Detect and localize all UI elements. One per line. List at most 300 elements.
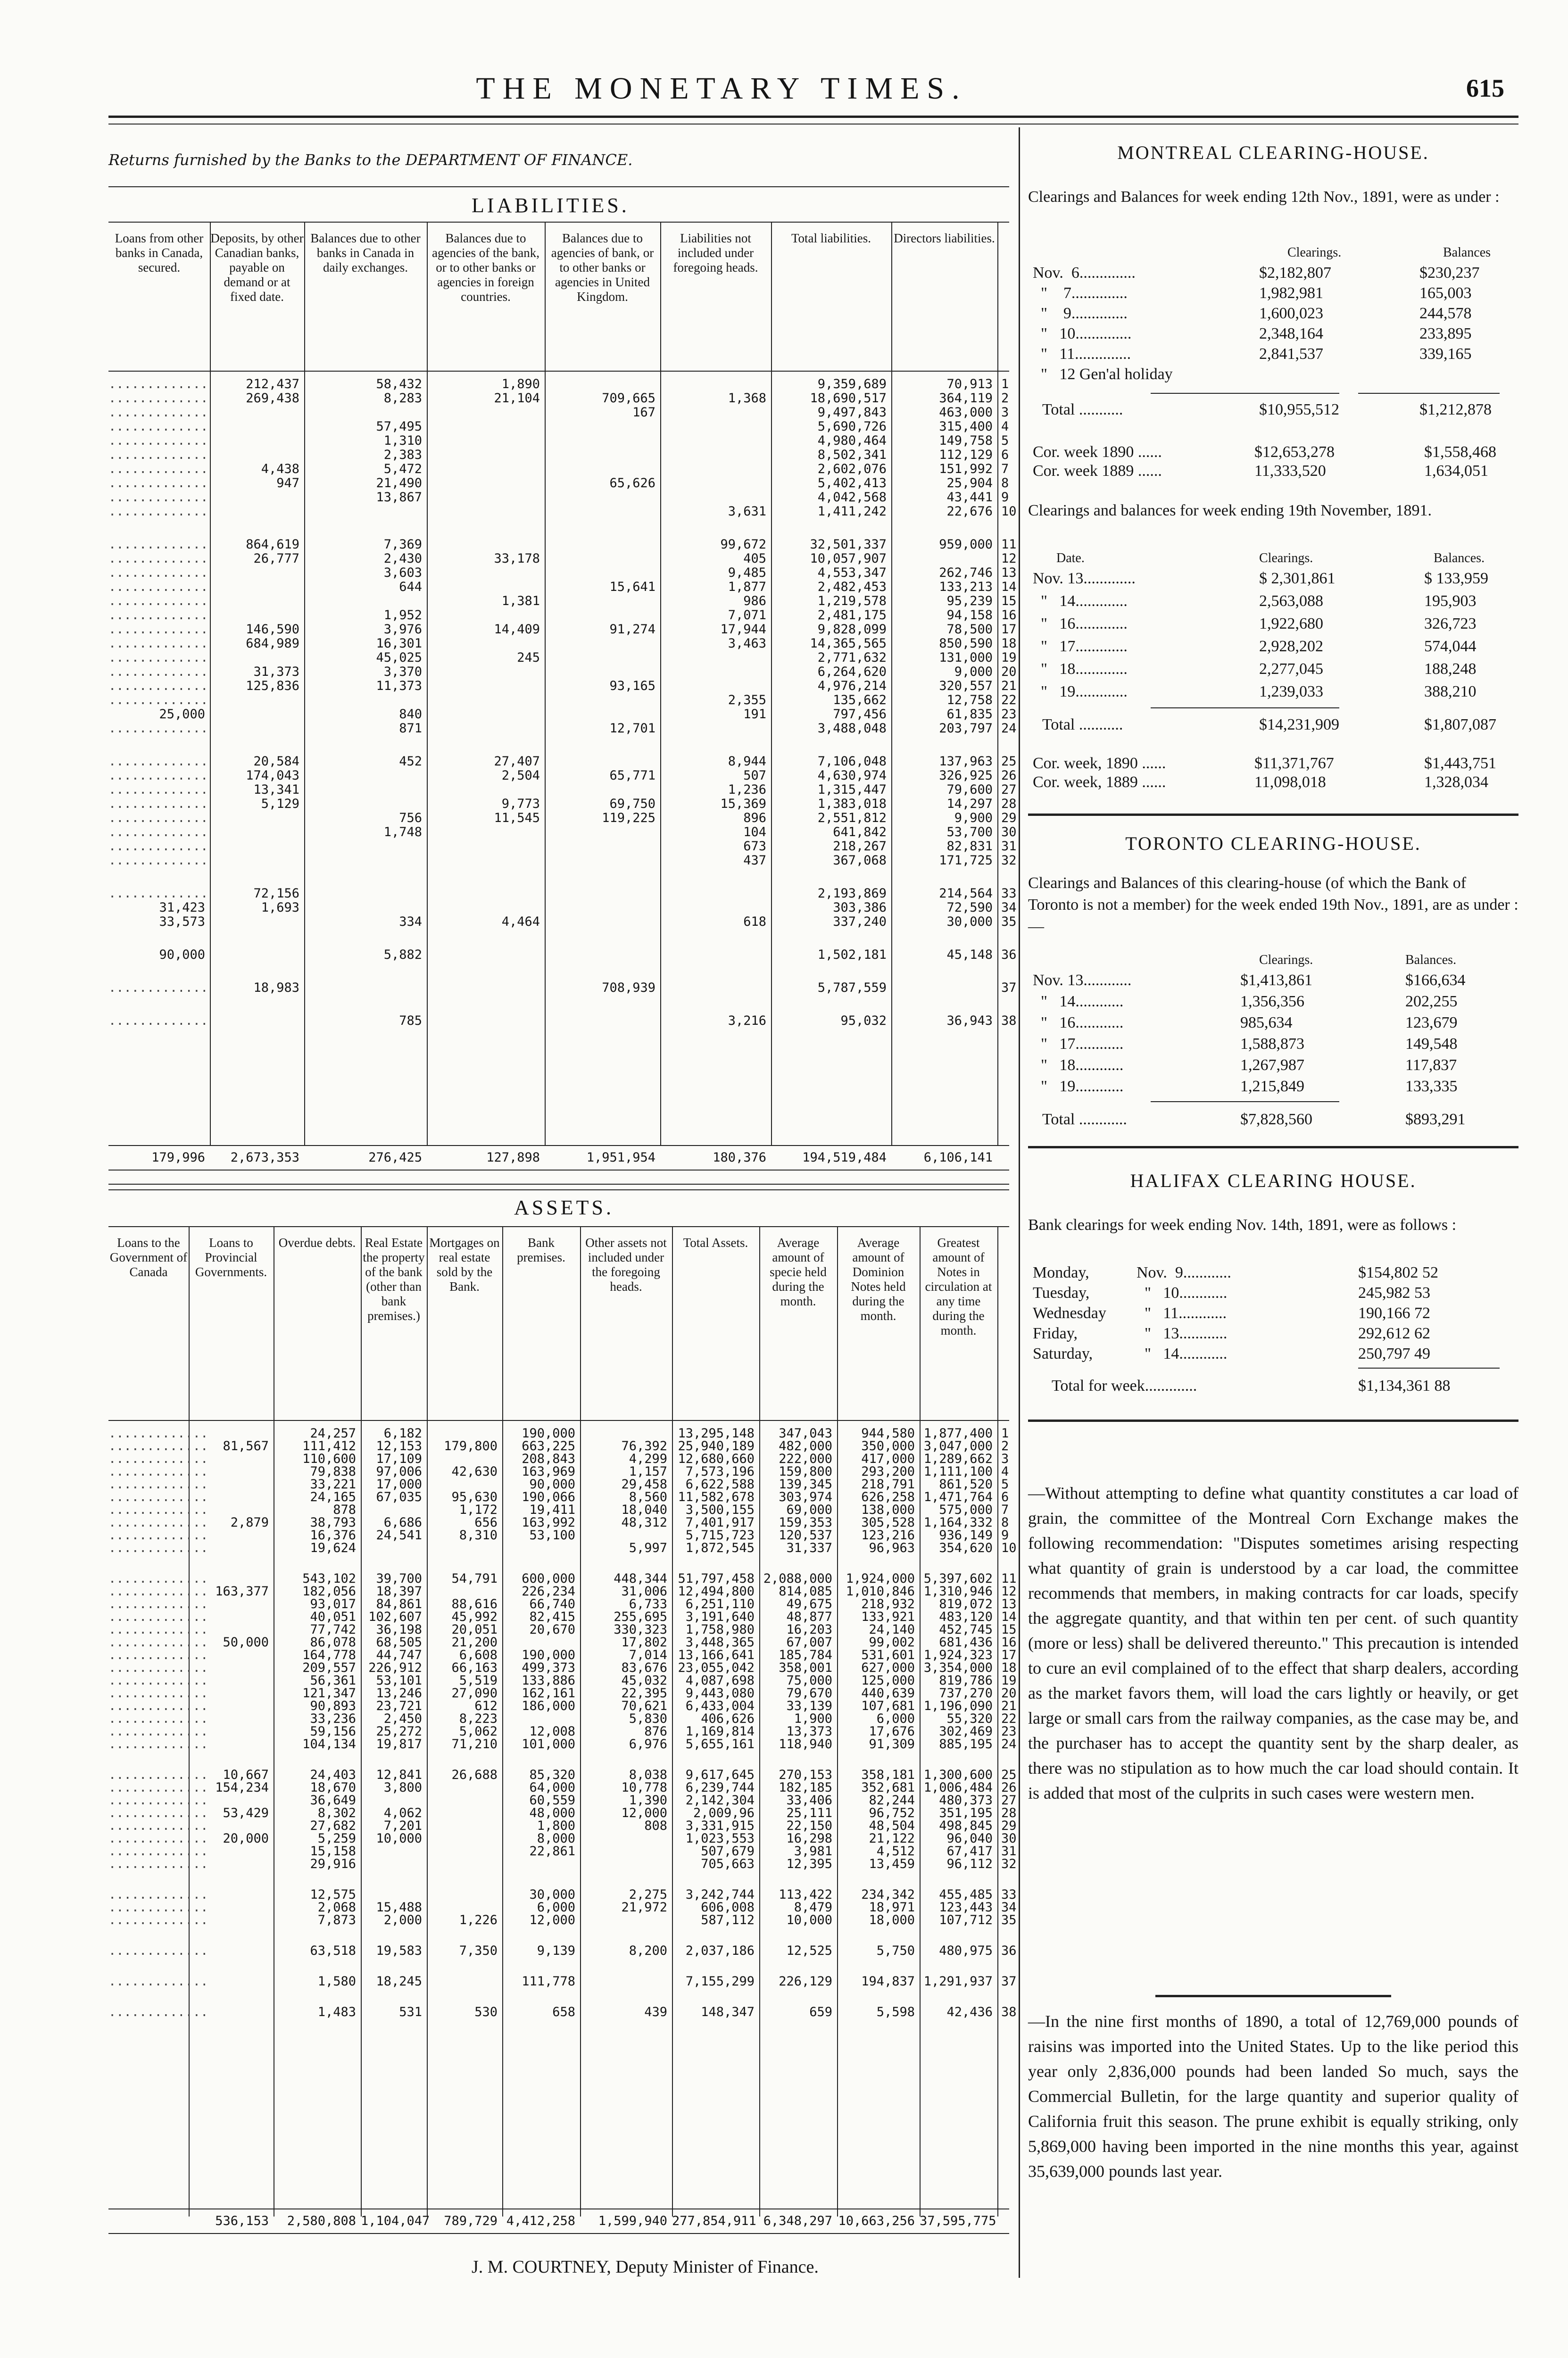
liab-cell: ............. bbox=[108, 754, 208, 769]
page-title: THE MONETARY TIMES. bbox=[476, 71, 967, 106]
halifax-end-rule bbox=[1028, 1420, 1518, 1422]
liab-cell: ............. bbox=[108, 565, 208, 580]
liab-cell: 1,748 bbox=[383, 825, 422, 839]
liab-col-head-1: Loans from other banks in Canada, secured. bbox=[115, 231, 204, 274]
liab-cell: 320,557 bbox=[939, 679, 993, 693]
liab-cell: 756 bbox=[399, 811, 422, 825]
liab-cell: 191 bbox=[743, 707, 766, 722]
liab-cell: ............. bbox=[108, 608, 208, 623]
montreal2-row bbox=[1033, 615, 1518, 635]
asset-cell: 7,014 bbox=[629, 1648, 667, 1662]
halifax-cell: Wednesday bbox=[1033, 1304, 1106, 1322]
montreal-intro2: Clearings and balances for week ending 19th November, 1891. bbox=[1028, 502, 1432, 519]
montreal2-cell: 2,277,045 bbox=[1259, 660, 1323, 678]
asset-cell: 406,626 bbox=[701, 1711, 755, 1726]
liab-cell: 214,564 bbox=[939, 886, 993, 901]
asset-total-cell: 536,153 bbox=[215, 2214, 269, 2228]
asset-cell: 2,037,186 bbox=[685, 1943, 755, 1958]
asset-cell: 1,111,100 bbox=[923, 1464, 993, 1479]
asset-cell: 21,200 bbox=[451, 1635, 498, 1650]
asset-cell: 84,861 bbox=[376, 1597, 422, 1611]
montreal-row bbox=[1033, 325, 1518, 345]
asset-cell: 79,838 bbox=[310, 1464, 356, 1479]
liab-cell: 850,590 bbox=[939, 636, 993, 651]
toronto-title: TORONTO CLEARING-HOUSE. bbox=[1125, 833, 1421, 854]
asset-cell: 18,245 bbox=[376, 1974, 422, 1989]
asset-cell: 83,676 bbox=[621, 1661, 667, 1675]
asset-body-rule bbox=[108, 1420, 1009, 1421]
asset-cell: 15,488 bbox=[376, 1900, 422, 1915]
asset-cell: 226,129 bbox=[779, 1974, 832, 1989]
liab-cell: 13,341 bbox=[253, 782, 299, 797]
liab-cell: 9,359,689 bbox=[817, 377, 887, 391]
liab-cell: 43,441 bbox=[946, 490, 993, 505]
liab-col-line bbox=[660, 222, 661, 1146]
liab-cell: 45,025 bbox=[376, 650, 422, 665]
liab-cell: 9,900 bbox=[954, 811, 993, 825]
montreal-total2-cell: $14,231,909 bbox=[1259, 716, 1339, 733]
halifax-sum-rule bbox=[1358, 1368, 1500, 1369]
asset-cell: 6,733 bbox=[629, 1597, 667, 1611]
liab-cell: ............. bbox=[108, 853, 208, 868]
toronto-row bbox=[1033, 993, 1518, 1013]
asset-cell: 12,841 bbox=[376, 1768, 422, 1782]
asset-row-number: 27 bbox=[1001, 1793, 1017, 1808]
liab-cell: 13,867 bbox=[376, 490, 422, 505]
liab-row-number: 10 bbox=[1001, 504, 1017, 519]
liab-row-number: 27 bbox=[1001, 782, 1017, 797]
liab-cell: ............. bbox=[108, 693, 208, 707]
asset-cell: 190,066 bbox=[522, 1490, 575, 1504]
liab-cell: 1,502,181 bbox=[817, 947, 887, 962]
liab-cell: 10,057,907 bbox=[810, 551, 887, 566]
liab-cell: 6,264,620 bbox=[817, 664, 887, 679]
asset-cell: 16,376 bbox=[310, 1528, 356, 1543]
asset-row-number: 8 bbox=[1001, 1515, 1009, 1530]
asset-cell: 1,758,980 bbox=[685, 1622, 755, 1637]
montreal-cell: " 7.............. bbox=[1033, 284, 1128, 302]
liab-cell: 641,842 bbox=[833, 825, 887, 839]
asset-cell: 531 bbox=[399, 2005, 422, 2019]
liab-cell: 78,500 bbox=[946, 622, 993, 637]
liab-cell: 4,630,974 bbox=[817, 768, 887, 783]
asset-col-head-6: Bank premises. bbox=[517, 1236, 565, 1264]
asset-cell: 18,670 bbox=[310, 1780, 356, 1795]
asset-cell: 107,712 bbox=[939, 1913, 993, 1927]
toronto-cell: " 17............ bbox=[1033, 1035, 1124, 1053]
asset-cell: 64,000 bbox=[529, 1780, 575, 1795]
column-divider bbox=[1019, 127, 1020, 2278]
asset-cell: 194,837 bbox=[861, 1974, 915, 1989]
liab-cell: 1,236 bbox=[728, 782, 766, 797]
liab-cell: 53,700 bbox=[946, 825, 993, 839]
asset-cell: 107,681 bbox=[861, 1699, 915, 1713]
liab-cell: 864,619 bbox=[246, 537, 299, 552]
liab-cell: 21,490 bbox=[376, 476, 422, 490]
asset-cell: 4,087,698 bbox=[685, 1673, 755, 1688]
asset-cell: 60,559 bbox=[529, 1793, 575, 1808]
liab-cell: 61,835 bbox=[946, 707, 993, 722]
liab-cell: 25,000 bbox=[159, 707, 205, 722]
asset-cell: 5,655,161 bbox=[685, 1737, 755, 1752]
asset-cell: 417,000 bbox=[861, 1452, 915, 1466]
liab-cell: 11,545 bbox=[494, 811, 540, 825]
asset-cell: 23,721 bbox=[376, 1699, 422, 1713]
asset-total-cell: 10,663,256 bbox=[838, 2214, 915, 2228]
liab-cell: 7,071 bbox=[728, 608, 766, 623]
asset-cell: 9,443,080 bbox=[685, 1686, 755, 1701]
asset-cell: 51,797,458 bbox=[678, 1571, 755, 1586]
liab-cell: 871 bbox=[399, 721, 422, 736]
asset-cell: 819,072 bbox=[939, 1597, 993, 1611]
asset-cell: 255,695 bbox=[614, 1610, 667, 1624]
toronto-total-cell: $7,828,560 bbox=[1240, 1111, 1312, 1128]
asset-cell: 96,963 bbox=[869, 1541, 915, 1555]
halifax-cell: Monday, bbox=[1033, 1264, 1089, 1281]
asset-cell: 133,921 bbox=[861, 1610, 915, 1624]
asset-cell: 1,291,937 bbox=[923, 1974, 993, 1989]
liab-cell: 12,701 bbox=[609, 721, 655, 736]
asset-row-number: 4 bbox=[1001, 1464, 1009, 1479]
asset-cell: 7,350 bbox=[459, 1943, 498, 1958]
asset-cell: 1,169,814 bbox=[685, 1724, 755, 1739]
asset-cell: 24,541 bbox=[376, 1528, 422, 1543]
asset-cell: 234,342 bbox=[861, 1887, 915, 1902]
asset-cell: 483,120 bbox=[939, 1610, 993, 1624]
asset-cell: 1,164,332 bbox=[923, 1515, 993, 1530]
liab-cell: ............. bbox=[108, 679, 208, 693]
halifax-total-cell: $1,134,361 88 bbox=[1358, 1377, 1451, 1395]
asset-row-number: 25 bbox=[1001, 1768, 1017, 1782]
montreal2-cell: $ 2,301,861 bbox=[1259, 570, 1336, 587]
liab-cell: 26,777 bbox=[253, 551, 299, 566]
asset-cell: 737,270 bbox=[939, 1686, 993, 1701]
toronto-end-rule bbox=[1028, 1146, 1518, 1148]
asset-row-number: 21 bbox=[1001, 1699, 1017, 1713]
liab-cell: 5,472 bbox=[383, 462, 422, 476]
asset-cell: 808 bbox=[644, 1818, 667, 1833]
halifax-total-row bbox=[1033, 1377, 1518, 1397]
liab-cell: 4,438 bbox=[261, 462, 299, 476]
montreal-cell: Nov. 6.............. bbox=[1033, 264, 1136, 282]
asset-cell: 209,557 bbox=[302, 1661, 356, 1675]
liab-body-rule bbox=[108, 371, 1009, 372]
toronto-cell: " 19............ bbox=[1033, 1078, 1124, 1095]
asset-cell: 12,575 bbox=[310, 1887, 356, 1902]
halifax-cell: 292,612 62 bbox=[1358, 1325, 1430, 1342]
asset-cell: ............. bbox=[108, 1806, 208, 1820]
asset-cell: 1,226 bbox=[459, 1913, 498, 1927]
asset-row-number: 18 bbox=[1001, 1661, 1017, 1675]
halifax-cell: " 13............ bbox=[1137, 1325, 1228, 1342]
asset-cell: ............. bbox=[108, 1857, 208, 1871]
asset-cell: 3,331,915 bbox=[685, 1818, 755, 1833]
asset-cell: 71,210 bbox=[451, 1737, 498, 1752]
asset-cell: 179,800 bbox=[444, 1439, 498, 1453]
liab-cell: 14,409 bbox=[494, 622, 540, 637]
montreal-cor2-row bbox=[1033, 773, 1518, 793]
asset-cell: 218,932 bbox=[861, 1597, 915, 1611]
montreal-sum-rule3 bbox=[1151, 707, 1339, 708]
asset-cell: 12,525 bbox=[786, 1943, 832, 1958]
asset-cell: 2,068 bbox=[317, 1900, 356, 1915]
asset-cell: 19,411 bbox=[529, 1503, 575, 1517]
asset-cell: 12,008 bbox=[529, 1724, 575, 1739]
halifax-row bbox=[1033, 1264, 1518, 1284]
liab-cell: 947 bbox=[276, 476, 299, 490]
asset-cell: 218,791 bbox=[861, 1477, 915, 1492]
liab-cell: 1,310 bbox=[383, 433, 422, 448]
liab-row-number: 25 bbox=[1001, 754, 1017, 769]
montreal-cell: " 9.............. bbox=[1033, 305, 1128, 322]
asset-cell: 681,436 bbox=[939, 1635, 993, 1650]
asset-cell: 814,085 bbox=[779, 1584, 832, 1599]
asset-cell: 8,038 bbox=[629, 1768, 667, 1782]
liab-cell: 36,943 bbox=[946, 1013, 993, 1028]
liab-cell: ............. bbox=[108, 797, 208, 811]
asset-cell: 1,023,553 bbox=[685, 1831, 755, 1846]
liab-cell: 364,119 bbox=[939, 391, 993, 406]
liab-row-number: 5 bbox=[1001, 433, 1009, 448]
asset-row-number: 19 bbox=[1001, 1673, 1017, 1688]
asset-cell: ............. bbox=[108, 1622, 208, 1637]
montreal-row bbox=[1033, 305, 1518, 324]
montreal-total2-cell: Total ........... bbox=[1042, 716, 1123, 733]
asset-cell: 21,122 bbox=[869, 1831, 915, 1846]
running-head bbox=[108, 71, 1523, 118]
liab-cell: ............. bbox=[108, 490, 208, 505]
liab-row-number: 34 bbox=[1001, 900, 1017, 915]
asset-cell: 123,216 bbox=[861, 1528, 915, 1543]
asset-cell: 8,302 bbox=[317, 1806, 356, 1820]
liab-cell: 452 bbox=[399, 754, 422, 769]
liab-cell: 125,836 bbox=[246, 679, 299, 693]
liab-cell: 959,000 bbox=[939, 537, 993, 552]
asset-col-head-2: Loans to Provincial Governments. bbox=[195, 1236, 267, 1279]
asset-col-line bbox=[997, 1226, 998, 2217]
asset-cell: 1,010,846 bbox=[846, 1584, 915, 1599]
asset-cell: 705,663 bbox=[701, 1857, 755, 1871]
asset-row-number: 36 bbox=[1001, 1943, 1017, 1958]
liab-cell: 4,976,214 bbox=[817, 679, 887, 693]
asset-cell: ............. bbox=[108, 1974, 208, 1989]
asset-cell: 56,361 bbox=[310, 1673, 356, 1688]
asset-cell: 53,101 bbox=[376, 1673, 422, 1688]
toronto-cell: 1,215,849 bbox=[1240, 1078, 1304, 1095]
liab-cell: 69,750 bbox=[609, 797, 655, 811]
asset-cell: 31,006 bbox=[621, 1584, 667, 1599]
asset-cell: 819,786 bbox=[939, 1673, 993, 1688]
liab-cell: 14,365,565 bbox=[810, 636, 887, 651]
asset-cell: 498,845 bbox=[939, 1818, 993, 1833]
asset-cell: 13,295,148 bbox=[678, 1426, 755, 1441]
asset-cell: 22,395 bbox=[621, 1686, 667, 1701]
asset-cell: 5,062 bbox=[459, 1724, 498, 1739]
liab-cell: ............. bbox=[108, 622, 208, 637]
asset-cell: 1,877,400 bbox=[923, 1426, 993, 1441]
asset-cell: 79,670 bbox=[786, 1686, 832, 1701]
liab-cell: ............. bbox=[108, 782, 208, 797]
liab-row-number: 11 bbox=[1001, 537, 1017, 552]
liab-cell: ............. bbox=[108, 476, 208, 490]
asset-cell: 1,289,662 bbox=[923, 1452, 993, 1466]
liab-cell: ............. bbox=[108, 405, 208, 420]
liab-cell: 31,373 bbox=[253, 664, 299, 679]
liab-cell: 11,373 bbox=[376, 679, 422, 693]
asset-cell: 16,298 bbox=[786, 1831, 832, 1846]
asset-col-head-8: Total Assets. bbox=[683, 1236, 748, 1250]
toronto-cell: 149,548 bbox=[1405, 1035, 1458, 1053]
montreal2-cell: Nov. 13............. bbox=[1033, 570, 1136, 587]
asset-cell: 448,344 bbox=[614, 1571, 667, 1586]
liab-cell: 8,944 bbox=[728, 754, 766, 769]
montreal-cor-row bbox=[1033, 462, 1518, 482]
liab-cell: 72,590 bbox=[946, 900, 993, 915]
asset-cell: 350,000 bbox=[861, 1439, 915, 1453]
liab-cell: 4,980,464 bbox=[817, 433, 887, 448]
asset-row-number: 38 bbox=[1001, 2005, 1017, 2019]
asset-row-number: 3 bbox=[1001, 1452, 1009, 1466]
asset-cell: 876 bbox=[644, 1724, 667, 1739]
liab-cell: 9,773 bbox=[501, 797, 540, 811]
liab-cell: 334 bbox=[399, 914, 422, 929]
liab-end-rule bbox=[108, 1170, 1009, 1171]
asset-cell: 96,040 bbox=[946, 1831, 993, 1846]
asset-cell: 499,373 bbox=[522, 1661, 575, 1675]
liab-row-number: 23 bbox=[1001, 707, 1017, 722]
asset-cell: 59,156 bbox=[310, 1724, 356, 1739]
asset-cell: 24,165 bbox=[310, 1490, 356, 1504]
asset-cell: 351,195 bbox=[939, 1806, 993, 1820]
asset-cell: 944,580 bbox=[861, 1426, 915, 1441]
liab-cell: 171,725 bbox=[939, 853, 993, 868]
asset-cell: ............. bbox=[108, 1900, 208, 1915]
asset-cell: 182,056 bbox=[302, 1584, 356, 1599]
asset-cell: 1,006,484 bbox=[923, 1780, 993, 1795]
montreal2-cell: " 19............. bbox=[1033, 683, 1128, 700]
liab-total-cell: 2,673,353 bbox=[230, 1150, 299, 1165]
asset-cell: 663,225 bbox=[522, 1439, 575, 1453]
asset-cell: 25,940,189 bbox=[678, 1439, 755, 1453]
toronto-row bbox=[1033, 1056, 1518, 1076]
montreal-cor-cell: $12,653,278 bbox=[1254, 443, 1335, 461]
asset-total-cell: 4,412,258 bbox=[506, 2214, 575, 2228]
liab-cell: ............. bbox=[108, 504, 208, 519]
asset-cell: 81,567 bbox=[223, 1439, 269, 1453]
liab-row-number: 24 bbox=[1001, 721, 1017, 736]
asset-cell: 45,032 bbox=[621, 1673, 667, 1688]
asset-cell: 3,448,365 bbox=[685, 1635, 755, 1650]
liab-cell: 70,913 bbox=[946, 377, 993, 391]
asset-cell: 66,740 bbox=[529, 1597, 575, 1611]
toronto-cell: 202,255 bbox=[1405, 993, 1458, 1010]
liab-cell: 437 bbox=[743, 853, 766, 868]
liab-row-number: 30 bbox=[1001, 825, 1017, 839]
asset-col-head-11: Greatest amount of Notes in circulation at any time during the month. bbox=[925, 1236, 992, 1337]
liab-total-cell: 1,951,954 bbox=[586, 1150, 655, 1165]
montreal-cor2-cell: Cor. week, 1890 ...... bbox=[1033, 755, 1166, 772]
montreal-end-rule bbox=[1028, 814, 1518, 816]
asset-cell: 19,624 bbox=[310, 1541, 356, 1555]
paragraph-raisins: —In the nine first months of 1890, a total of 12,769,000 pounds of raisins was imported into the United States. Up to the like period this year only 2,836,000 pounds had been landed So much, says the Commercial Bulletin, for the large quantity and superior quality of California fruit this season. The prune exhibit is equally striking, only 5,869,000 having been imported in the nine months this year, against 35,639,000 pounds last year. bbox=[1028, 2012, 1518, 2181]
asset-cell: 507,679 bbox=[701, 1844, 755, 1859]
liab-row-number: 16 bbox=[1001, 608, 1017, 623]
liab-cell: 5,402,413 bbox=[817, 476, 887, 490]
montreal2-row bbox=[1033, 638, 1518, 657]
liab-cell: 303,386 bbox=[833, 900, 887, 915]
toronto-row bbox=[1033, 1014, 1518, 1034]
liab-cell: 9,828,099 bbox=[817, 622, 887, 637]
asset-cell: 480,975 bbox=[939, 1943, 993, 1958]
liab-cell: ............. bbox=[108, 825, 208, 839]
liab-row-number: 17 bbox=[1001, 622, 1017, 637]
asset-cell: 1,900 bbox=[794, 1711, 832, 1726]
asset-row-number: 14 bbox=[1001, 1610, 1017, 1624]
asset-row-number: 9 bbox=[1001, 1528, 1009, 1543]
asset-row-number: 12 bbox=[1001, 1584, 1017, 1599]
asset-cell: 45,992 bbox=[451, 1610, 498, 1624]
liab-row-number: 22 bbox=[1001, 693, 1017, 707]
asset-cell: 7,401,917 bbox=[685, 1515, 755, 1530]
liab-cell: 33,573 bbox=[159, 914, 205, 929]
asset-cell: 1,483 bbox=[317, 2005, 356, 2019]
liab-cell: 2,383 bbox=[383, 448, 422, 462]
asset-cell: 36,198 bbox=[376, 1622, 422, 1637]
asset-cell: 305,528 bbox=[861, 1515, 915, 1530]
liab-cell: 31,423 bbox=[159, 900, 205, 915]
liab-total-cell: 276,425 bbox=[368, 1150, 422, 1165]
asset-total-cell: 1,599,940 bbox=[598, 2214, 667, 2228]
asset-cell: ............. bbox=[108, 1768, 208, 1782]
asset-cell: 330,323 bbox=[614, 1622, 667, 1637]
asset-col-head-9: Average amount of specie held during the month. bbox=[770, 1236, 827, 1308]
asset-cell: 8,479 bbox=[794, 1900, 832, 1915]
asset-cell: 9,139 bbox=[537, 1943, 575, 1958]
toronto-cell: 133,335 bbox=[1405, 1078, 1458, 1095]
liab-cell: 405 bbox=[743, 551, 766, 566]
asset-cell: 25,272 bbox=[376, 1724, 422, 1739]
asset-total-cell: 2,580,808 bbox=[287, 2214, 356, 2228]
asset-cell: 31,337 bbox=[786, 1541, 832, 1555]
asset-cell: 455,485 bbox=[939, 1887, 993, 1902]
liab-cell: 57,495 bbox=[376, 419, 422, 434]
liab-cell: 785 bbox=[399, 1013, 422, 1028]
asset-cell: 6,976 bbox=[629, 1737, 667, 1752]
asset-cell: 5,397,602 bbox=[923, 1571, 993, 1586]
toronto-total-cell: $893,291 bbox=[1405, 1111, 1466, 1128]
signature-line: J. M. COURTNEY, Deputy Minister of Finance. bbox=[472, 2257, 819, 2277]
asset-cell: 76,392 bbox=[621, 1439, 667, 1453]
asset-cell: 118,940 bbox=[779, 1737, 832, 1752]
asset-cell: 55,320 bbox=[946, 1711, 993, 1726]
paragraph-rule bbox=[1155, 1995, 1391, 1997]
liab-cell: ............. bbox=[108, 664, 208, 679]
liab-cell: 3,976 bbox=[383, 622, 422, 637]
liab-col-head-2: Deposits, by other Canadian banks, payable on demand or at fixed date. bbox=[210, 231, 304, 304]
asset-cell: 93,017 bbox=[310, 1597, 356, 1611]
liab-cell: ............. bbox=[108, 391, 208, 406]
asset-cell: ............. bbox=[108, 1426, 208, 1441]
montreal2-row bbox=[1033, 570, 1518, 590]
liab-rule bbox=[108, 186, 1009, 187]
asset-cell: 42,436 bbox=[946, 2005, 993, 2019]
asset-col-head-1: Loans to the Government of Canada bbox=[109, 1236, 188, 1279]
liab-cell: 79,600 bbox=[946, 782, 993, 797]
liab-row-number: 36 bbox=[1001, 947, 1017, 962]
liab-cell: 212,437 bbox=[246, 377, 299, 391]
asset-cell: 17,802 bbox=[621, 1635, 667, 1650]
asset-cell: 17,676 bbox=[869, 1724, 915, 1739]
